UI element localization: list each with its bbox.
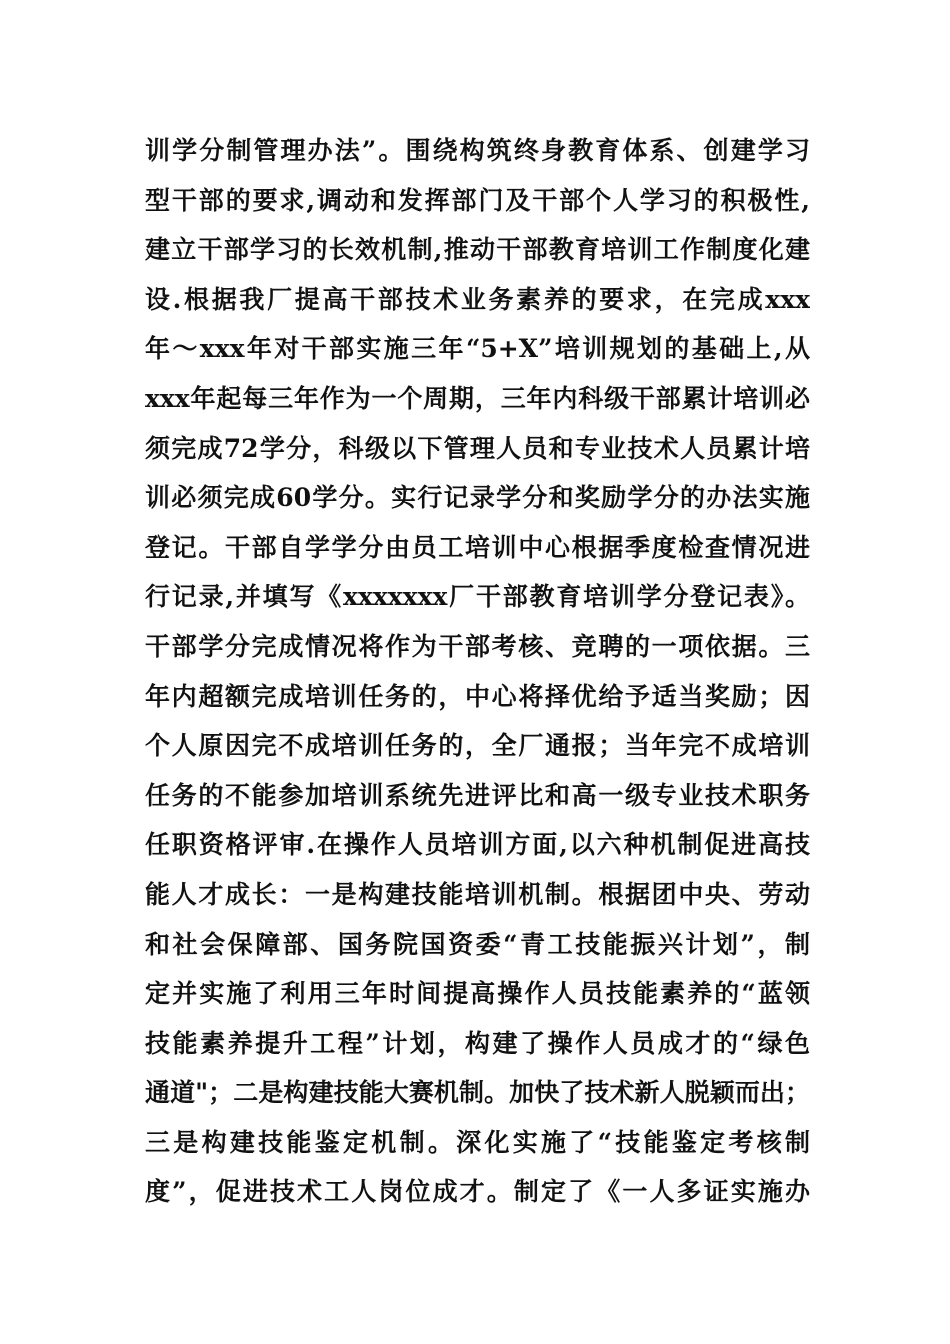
text-line: 建立干部学习的长效机制,推动干部教育培训工作制度化建 (145, 235, 810, 265)
text-line: 通道"；二是构建技能大赛机制。加快了技术新人脱颖而出； (145, 1078, 810, 1108)
text-line: 度”，促进技术工人岗位成才。制定了《一人多证实施办 (145, 1177, 810, 1207)
text-line: 个人原因完不成培训任务的，全厂通报；当年完不成培训 (145, 731, 810, 761)
text-line: 能人才成长：一是构建技能培训机制。根据团中央、劳动 (145, 879, 810, 909)
text-line: 训必须完成60学分。实行记录学分和奖励学分的办法实施 (145, 483, 810, 513)
text-line: 任务的不能参加培训系统先进评比和高一级专业技术职务 (145, 780, 810, 810)
text-line: 行记录,并填写《xxxxxxx厂干部教育培训学分登记表》。 (145, 582, 810, 612)
text-line: 技能素养提升工程”计划，构建了操作人员成才的“绿色 (145, 1028, 810, 1058)
text-line: 和社会保障部、国务院国资委“青工技能振兴计划”，制 (145, 929, 810, 959)
text-line: xxx年起每三年作为一个周期，三年内科级干部累计培训必 (145, 383, 810, 413)
text-line: 定并实施了利用三年时间提高操作人员技能素养的“蓝领 (145, 979, 810, 1009)
text-line: 设.根据我厂提高干部技术业务素养的要求，在完成xxx (145, 284, 810, 314)
text-line: 干部学分完成情况将作为干部考核、竞聘的一项依据。三 (145, 631, 810, 661)
body-text (145, 126, 810, 1217)
text-line: 须完成72学分，科级以下管理人员和专业技术人员累计培 (145, 433, 810, 463)
text-line: 型干部的要求,调动和发挥部门及干部个人学习的积极性, (145, 185, 810, 215)
text-line: 任职资格评审.在操作人员培训方面,以六种机制促进高技 (145, 830, 810, 860)
text-line: 训学分制管理办法”。围绕构筑终身教育体系、创建学习 (145, 136, 810, 165)
text-line: 三是构建技能鉴定机制。深化实施了“技能鉴定考核制 (145, 1127, 810, 1157)
text-line: 年内超额完成培训任务的，中心将择优给予适当奖励；因 (145, 681, 810, 711)
text-line: 登记。干部自学学分由员工培训中心根据季度检查情况进 (145, 532, 810, 562)
text-line: 年～xxx年对干部实施三年“5+X”培训规划的基础上,从 (145, 334, 810, 364)
